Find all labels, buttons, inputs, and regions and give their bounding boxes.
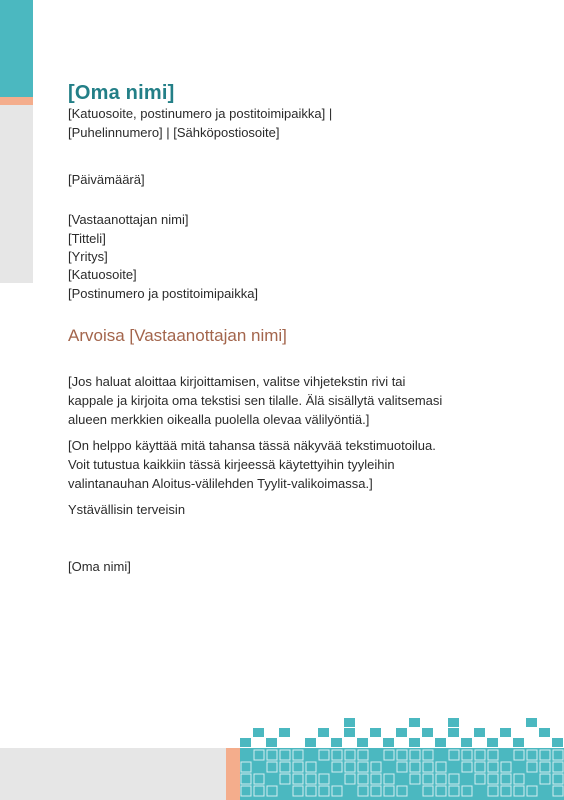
footer-pattern-cell [396,728,407,737]
footer-pattern-cell [383,738,394,747]
footer-pattern-cell [422,728,433,737]
footer-peach-stripe [226,748,240,800]
footer-pattern-cell [448,718,459,727]
recipient-title[interactable]: [Titteli] [68,231,106,246]
footer-pattern-cell [344,718,355,727]
footer-pattern-cell [370,728,381,737]
left-accent-grey-bar [0,105,33,283]
salutation[interactable]: Arvoisa [Vastaanottajan nimi] [68,326,287,345]
footer-pattern-cell [409,718,420,727]
body-paragraph-1-line: alueen merkkien oikealla puolella olevaa välilyöntiä.] [68,412,370,427]
sender-name-heading[interactable]: [Oma nimi] [68,82,175,104]
left-accent-teal-bar [0,0,33,97]
recipient-street[interactable]: [Katuosoite] [68,267,137,282]
footer-pattern-cell [526,718,537,727]
footer-pattern-cell [487,738,498,747]
signature-name[interactable]: [Oma nimi] [68,559,131,574]
body-paragraph-2[interactable] [68,436,448,493]
body-paragraph-1-line: kappale ja kirjoita oma tekstisi sen tilalle. Älä sisällytä valitsemasi [68,393,443,408]
footer-pattern-cell [318,728,329,737]
footer-pattern-cell [435,738,446,747]
footer-pattern-cell [279,728,290,737]
sender-address-line[interactable]: [Katuosoite, postinumero ja postitoimipaikka] | [68,106,333,121]
footer-pattern-cell [344,728,355,737]
footer-pattern-cell [474,728,485,737]
sender-contact-line[interactable]: [Puhelinnumero] | [Sähköpostiosoite] [68,125,280,140]
footer-pattern-cell [513,738,524,747]
body-paragraph-2-line: valintanauhan Aloitus-välilehden Tyylit-valikoimassa.] [68,476,373,491]
footer-pattern-cell [539,728,550,737]
footer-pattern-cell [552,738,563,747]
footer-pattern-cell [266,738,277,747]
date-field[interactable]: [Päivämäärä] [68,172,145,187]
footer-pattern-cell [240,738,251,747]
body-paragraph-2-line: Voit tutustua kaikkiin tässä kirjeessä käytettyihin tyyleihin [68,457,395,472]
footer-pixel-pattern [240,718,564,800]
body-paragraph-2-line: [On helppo käyttää mitä tahansa tässä näkyvää tekstimuotoilua. [68,438,436,453]
footer-pattern-cell [409,738,420,747]
footer-pattern-cell [461,738,472,747]
body-paragraph-1[interactable] [68,372,448,429]
recipient-name[interactable]: [Vastaanottajan nimi] [68,212,189,227]
footer-pattern-cell [500,728,511,737]
footer-pattern-cell [305,738,316,747]
footer-pattern-cell [448,728,459,737]
footer-pattern-cell [357,738,368,747]
footer-pattern-cell [253,728,264,737]
footer-grey-band [0,748,226,800]
recipient-company[interactable]: [Yritys] [68,249,108,264]
recipient-postal[interactable]: [Postinumero ja postitoimipaikka] [68,286,259,301]
left-accent-peach-stripe [0,97,33,105]
closing[interactable]: Ystävällisin terveisin [68,502,186,517]
body-paragraph-1-line: [Jos haluat aloittaa kirjoittamisen, valitse vihjetekstin rivi tai [68,374,406,389]
footer-pattern-cell [331,738,342,747]
